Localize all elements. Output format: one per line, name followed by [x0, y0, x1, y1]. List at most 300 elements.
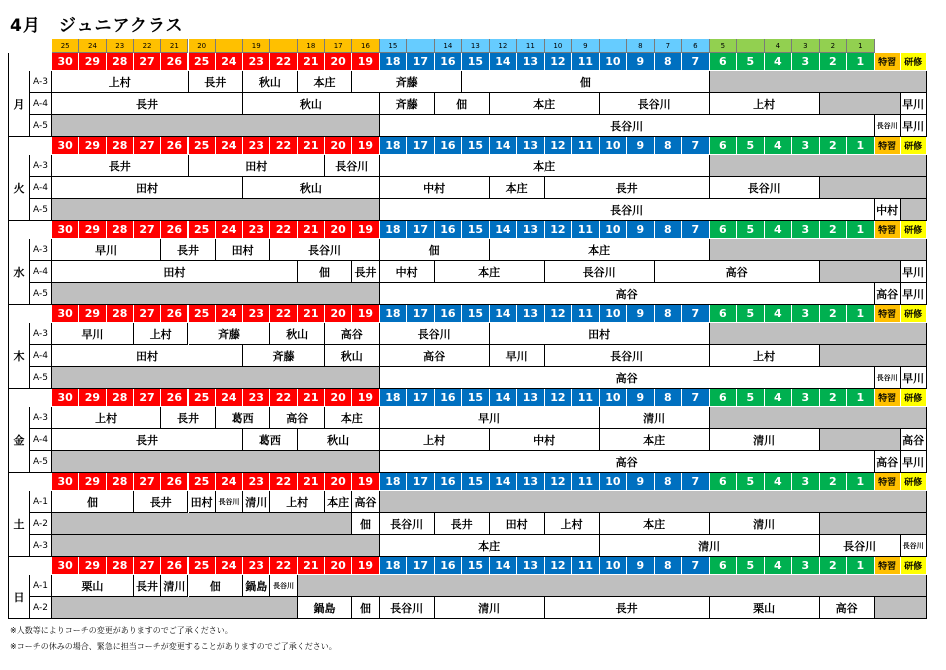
header-number-cell: 15	[462, 389, 490, 407]
coach-slot: 本庄	[600, 513, 710, 535]
header-number-cell: 10	[600, 389, 628, 407]
coach-slot: 田村	[52, 345, 243, 367]
header-number-cell: 4	[765, 557, 793, 575]
class-label: A-4	[30, 261, 52, 283]
header-top-cell: 7	[655, 39, 683, 53]
header-number-cell: 1	[847, 137, 875, 155]
coach-slot: 栗山	[710, 597, 820, 619]
empty-slot	[52, 199, 380, 221]
special-label-tokushu: 特習	[875, 53, 901, 71]
coach-slot: 長谷川	[380, 199, 875, 221]
class-label: A-4	[30, 429, 52, 451]
special-label-kenshu: 研修	[901, 221, 927, 239]
header-number-cell: 6	[710, 305, 738, 323]
header-number-cell: 3	[792, 221, 820, 239]
coach-slot: 本庄	[490, 239, 710, 261]
coach-slot: 長井	[52, 93, 243, 115]
header-number-cell: 15	[462, 305, 490, 323]
header-top-cell: 24	[79, 39, 106, 53]
header-number-cell: 23	[243, 557, 270, 575]
empty-slot	[298, 575, 927, 597]
header-number-cell: 28	[107, 305, 134, 323]
header-number-cell: 3	[792, 473, 820, 491]
header-number-cell: 17	[407, 557, 435, 575]
coach-slot: 清川	[710, 513, 820, 535]
header-number-cell: 10	[600, 53, 628, 71]
coach-slot: 上村	[52, 71, 189, 93]
header-number-cell: 9	[627, 389, 655, 407]
empty-slot	[52, 283, 380, 305]
coach-slot: 佃	[352, 597, 379, 619]
header-number-cell: 12	[545, 389, 573, 407]
header-number-cell: 21	[298, 53, 325, 71]
header-number-cell: 13	[517, 137, 545, 155]
coach-slot: 斉藤	[189, 323, 271, 345]
header-number-cell: 28	[107, 557, 134, 575]
coach-slot: 高谷	[380, 451, 875, 473]
empty-slot	[820, 93, 901, 115]
coach-slot: 上村	[134, 323, 189, 345]
header-number-cell: 25	[189, 221, 216, 239]
header-number-cell: 17	[407, 473, 435, 491]
coach-slot: 高谷	[875, 283, 901, 305]
header-number-cell: 11	[572, 53, 600, 71]
header-number-cell: 2	[820, 473, 848, 491]
coach-slot: 佃	[52, 491, 134, 513]
header-top-cell: 25	[52, 39, 79, 53]
coach-slot: 佃	[352, 513, 379, 535]
header-number-cell: 19	[352, 53, 379, 71]
coach-slot: 上村	[52, 407, 161, 429]
header-number-cell: 2	[820, 389, 848, 407]
coach-slot: 長谷川	[710, 177, 820, 199]
coach-slot: 本庄	[325, 407, 380, 429]
coach-slot: 長谷川	[600, 93, 710, 115]
coach-slot: 上村	[380, 429, 490, 451]
header-number-cell: 20	[325, 557, 352, 575]
special-label-tokushu: 特習	[875, 389, 901, 407]
header-number-cell: 18	[380, 221, 408, 239]
header-number-cell: 20	[325, 53, 352, 71]
coach-slot: 早川	[380, 407, 600, 429]
header-number-cell: 27	[134, 305, 161, 323]
header-number-cell: 8	[655, 473, 683, 491]
header-number-cell: 9	[627, 473, 655, 491]
empty-slot	[820, 261, 901, 283]
coach-slot: 長谷川	[875, 115, 901, 137]
coach-slot: 田村	[490, 323, 710, 345]
header-top-cell: 12	[490, 39, 518, 53]
coach-slot: 高谷	[380, 283, 875, 305]
class-label: A-5	[30, 451, 52, 473]
header-number-cell: 6	[710, 557, 738, 575]
header-number-cell: 11	[572, 557, 600, 575]
coach-slot: 上村	[710, 93, 820, 115]
header-number-cell: 26	[161, 137, 188, 155]
day-label: 金	[8, 407, 30, 473]
coach-slot: 中村	[380, 261, 435, 283]
empty-slot	[52, 451, 380, 473]
header-number-cell: 11	[572, 305, 600, 323]
coach-slot: 田村	[490, 513, 545, 535]
coach-slot: 佃	[189, 575, 244, 597]
coach-slot: 本庄	[435, 261, 545, 283]
header-top-cell: 18	[298, 39, 325, 53]
header-number-cell: 5	[737, 53, 765, 71]
header-number-cell: 9	[627, 557, 655, 575]
empty-slot	[380, 491, 927, 513]
coach-slot: 早川	[901, 283, 927, 305]
header-number-cell: 24	[216, 389, 243, 407]
special-label-kenshu: 研修	[901, 473, 927, 491]
header-number-cell: 3	[792, 305, 820, 323]
header-number-cell: 11	[572, 221, 600, 239]
header-top-cell: 4	[765, 39, 793, 53]
header-number-cell: 30	[52, 53, 79, 71]
header-top-cell: 10	[545, 39, 573, 53]
header-number-cell: 20	[325, 389, 352, 407]
coach-slot: 中村	[380, 177, 490, 199]
header-number-cell: 8	[655, 557, 683, 575]
class-label: A-1	[30, 491, 52, 513]
header-number-cell: 16	[435, 389, 463, 407]
header-number-cell: 22	[270, 305, 297, 323]
header-number-cell: 3	[792, 389, 820, 407]
coach-slot: 鍋島	[243, 575, 270, 597]
header-number-cell: 12	[545, 305, 573, 323]
header-number-cell: 28	[107, 473, 134, 491]
empty-slot	[710, 407, 927, 429]
special-label-kenshu: 研修	[901, 137, 927, 155]
day-label: 木	[8, 323, 30, 389]
header-number-cell: 25	[189, 473, 216, 491]
coach-slot: 長谷川	[380, 115, 875, 137]
header-number-cell: 3	[792, 137, 820, 155]
header-number-cell: 26	[161, 557, 188, 575]
special-label-tokushu: 特習	[875, 557, 901, 575]
page-title: 4月 ジュニアクラス	[10, 16, 184, 36]
header-number-cell: 22	[270, 389, 297, 407]
header-number-cell: 23	[243, 221, 270, 239]
header-number-cell: 19	[352, 389, 379, 407]
coach-slot: 上村	[270, 491, 325, 513]
coach-slot: 長井	[189, 71, 244, 93]
header-number-cell: 21	[298, 389, 325, 407]
header-number-cell: 21	[298, 557, 325, 575]
header-number-cell: 6	[710, 137, 738, 155]
header-top-cell: 22	[134, 39, 161, 53]
header-top-cell: 15	[380, 39, 408, 53]
header-number-cell: 26	[161, 305, 188, 323]
class-label: A-3	[30, 155, 52, 177]
header-number-cell: 29	[79, 557, 106, 575]
coach-slot: 長井	[134, 575, 161, 597]
header-number-cell: 27	[134, 221, 161, 239]
header-number-cell: 15	[462, 221, 490, 239]
header-top-cell	[407, 39, 435, 53]
header-number-cell: 24	[216, 221, 243, 239]
header-number-cell: 9	[627, 137, 655, 155]
header-number-cell: 7	[682, 557, 710, 575]
header-top-cell: 8	[627, 39, 655, 53]
coach-slot: 長井	[161, 407, 216, 429]
day-label: 土	[8, 491, 30, 557]
class-label: A-4	[30, 345, 52, 367]
header-top-cell: 11	[517, 39, 545, 53]
coach-slot: 田村	[52, 177, 243, 199]
header-number-cell: 24	[216, 137, 243, 155]
header-number-cell: 7	[682, 473, 710, 491]
coach-slot: 長谷川	[380, 513, 435, 535]
header-number-cell: 28	[107, 137, 134, 155]
header-number-cell: 10	[600, 305, 628, 323]
special-label-kenshu: 研修	[901, 53, 927, 71]
header-number-cell: 9	[627, 305, 655, 323]
header-number-cell: 16	[435, 221, 463, 239]
header-number-cell: 6	[710, 389, 738, 407]
header-number-cell: 8	[655, 137, 683, 155]
class-label: A-3	[30, 323, 52, 345]
coach-slot: 早川	[901, 93, 927, 115]
coach-slot: 長谷川	[216, 491, 243, 513]
coach-slot: 葛西	[216, 407, 271, 429]
empty-slot	[710, 155, 927, 177]
header-number-cell: 14	[490, 473, 518, 491]
header-number-cell: 14	[490, 137, 518, 155]
coach-slot: 斉藤	[380, 93, 435, 115]
header-number-cell: 4	[765, 221, 793, 239]
coach-slot: 本庄	[380, 535, 600, 557]
empty-slot	[820, 345, 927, 367]
header-top-cell: 21	[161, 39, 188, 53]
header-top-cell: 19	[243, 39, 270, 53]
header-number-cell: 6	[710, 473, 738, 491]
header-number-cell: 8	[655, 221, 683, 239]
header-number-cell: 13	[517, 221, 545, 239]
header-number-cell: 29	[79, 305, 106, 323]
coach-slot: 上村	[710, 345, 820, 367]
header-number-cell: 4	[765, 305, 793, 323]
coach-slot: 佃	[462, 71, 710, 93]
header-top-cell	[737, 39, 765, 53]
header-number-cell: 30	[52, 557, 79, 575]
empty-slot	[52, 597, 298, 619]
empty-slot	[710, 323, 927, 345]
empty-slot	[52, 535, 380, 557]
header-number-cell: 30	[52, 137, 79, 155]
empty-slot	[820, 513, 927, 535]
coach-slot: 上村	[545, 513, 600, 535]
header-number-cell: 15	[462, 473, 490, 491]
coach-slot: 高谷	[270, 407, 325, 429]
header-number-cell: 1	[847, 473, 875, 491]
header-number-cell: 11	[572, 137, 600, 155]
header-number-cell: 23	[243, 53, 270, 71]
header-number-cell: 1	[847, 557, 875, 575]
coach-slot: 早川	[901, 261, 927, 283]
header-top-cell: 14	[435, 39, 463, 53]
header-top-cell: 17	[325, 39, 352, 53]
special-label-kenshu: 研修	[901, 557, 927, 575]
header-number-cell: 26	[161, 473, 188, 491]
header-number-cell: 17	[407, 53, 435, 71]
header-number-cell: 16	[435, 137, 463, 155]
header-number-cell: 20	[325, 221, 352, 239]
coach-slot: 清川	[161, 575, 188, 597]
class-label: A-3	[30, 239, 52, 261]
header-number-cell: 26	[161, 53, 188, 71]
coach-slot: 秋山	[243, 177, 380, 199]
coach-slot: 佃	[380, 239, 490, 261]
header-number-cell: 25	[189, 389, 216, 407]
class-label: A-5	[30, 199, 52, 221]
header-number-cell: 29	[79, 137, 106, 155]
header-number-cell: 27	[134, 137, 161, 155]
header-number-cell: 19	[352, 557, 379, 575]
coach-slot: 高谷	[820, 597, 875, 619]
header-number-cell: 22	[270, 473, 297, 491]
header-number-cell: 24	[216, 557, 243, 575]
header-top-cell	[270, 39, 297, 53]
header-number-cell: 29	[79, 389, 106, 407]
coach-slot: 高谷	[875, 451, 901, 473]
header-number-cell: 30	[52, 473, 79, 491]
header-number-cell: 5	[737, 473, 765, 491]
header-number-cell: 12	[545, 137, 573, 155]
header-number-cell: 11	[572, 473, 600, 491]
special-label-tokushu: 特習	[875, 221, 901, 239]
header-number-cell: 25	[189, 557, 216, 575]
note-2: ※コーチの休みの場合、緊急に担当コーチが変更することがありますのでご了承ください。	[10, 642, 337, 651]
class-label: A-3	[30, 71, 52, 93]
header-number-cell: 18	[380, 557, 408, 575]
empty-slot	[710, 239, 927, 261]
header-number-cell: 1	[847, 53, 875, 71]
header-number-cell: 16	[435, 53, 463, 71]
coach-slot: 早川	[901, 451, 927, 473]
header-number-cell: 18	[380, 53, 408, 71]
header-number-cell: 2	[820, 557, 848, 575]
header-number-cell: 14	[490, 53, 518, 71]
header-number-cell: 14	[490, 557, 518, 575]
class-label: A-3	[30, 407, 52, 429]
header-number-cell: 25	[189, 137, 216, 155]
class-label: A-5	[30, 115, 52, 137]
grid-border	[8, 53, 9, 619]
header-number-cell: 7	[682, 53, 710, 71]
header-number-cell: 7	[682, 305, 710, 323]
coach-slot: 秋山	[270, 323, 325, 345]
header-number-cell: 21	[298, 137, 325, 155]
coach-slot: 長井	[352, 261, 379, 283]
coach-slot: 長井	[545, 177, 710, 199]
header-number-cell: 24	[216, 473, 243, 491]
header-number-cell: 17	[407, 389, 435, 407]
header-number-cell: 19	[352, 137, 379, 155]
header-number-cell: 25	[189, 53, 216, 71]
header-top-cell: 3	[792, 39, 820, 53]
empty-slot	[710, 71, 927, 93]
coach-slot: 高谷	[380, 367, 875, 389]
header-number-cell: 21	[298, 305, 325, 323]
header-number-cell: 2	[820, 137, 848, 155]
coach-slot: 早川	[52, 323, 134, 345]
header-number-cell: 20	[325, 137, 352, 155]
coach-slot: 田村	[216, 239, 271, 261]
header-number-cell: 4	[765, 473, 793, 491]
coach-slot: 高谷	[380, 345, 490, 367]
header-number-cell: 18	[380, 137, 408, 155]
header-number-cell: 5	[737, 389, 765, 407]
header-top-cell	[600, 39, 628, 53]
header-number-cell: 2	[820, 221, 848, 239]
header-top-cell: 5	[710, 39, 738, 53]
header-number-cell: 7	[682, 221, 710, 239]
coach-slot: 佃	[435, 93, 490, 115]
header-top-cell	[216, 39, 243, 53]
coach-slot: 田村	[189, 155, 326, 177]
day-label: 月	[8, 71, 30, 137]
header-number-cell: 13	[517, 389, 545, 407]
empty-slot	[52, 115, 380, 137]
special-label-tokushu: 特習	[875, 305, 901, 323]
coach-slot: 本庄	[298, 71, 353, 93]
coach-slot: 長谷川	[875, 367, 901, 389]
header-number-cell: 22	[270, 137, 297, 155]
special-label-tokushu: 特習	[875, 137, 901, 155]
coach-slot: 本庄	[490, 177, 545, 199]
header-number-cell: 9	[627, 221, 655, 239]
header-number-cell: 3	[792, 53, 820, 71]
class-label: A-4	[30, 177, 52, 199]
header-number-cell: 8	[655, 305, 683, 323]
header-number-cell: 16	[435, 473, 463, 491]
coach-slot: 早川	[901, 115, 927, 137]
coach-slot: 秋山	[243, 71, 298, 93]
header-number-cell: 5	[737, 137, 765, 155]
header-number-cell: 8	[655, 53, 683, 71]
header-number-cell: 14	[490, 305, 518, 323]
header-number-cell: 15	[462, 557, 490, 575]
empty-slot	[52, 367, 380, 389]
header-number-cell: 10	[600, 473, 628, 491]
coach-slot: 長井	[52, 155, 189, 177]
day-label: 火	[8, 155, 30, 221]
header-number-cell: 19	[352, 305, 379, 323]
class-label: A-3	[30, 535, 52, 557]
empty-slot	[820, 429, 901, 451]
header-number-cell: 28	[107, 389, 134, 407]
coach-slot: 本庄	[490, 93, 600, 115]
coach-slot: 長谷川	[901, 535, 927, 557]
header-top-cell: 13	[462, 39, 490, 53]
header-number-cell: 13	[517, 53, 545, 71]
header-number-cell: 29	[79, 53, 106, 71]
header-number-cell: 16	[435, 557, 463, 575]
header-number-cell: 28	[107, 221, 134, 239]
header-number-cell: 3	[792, 557, 820, 575]
coach-slot: 本庄	[380, 155, 710, 177]
header-number-cell: 12	[545, 221, 573, 239]
header-number-cell: 29	[79, 473, 106, 491]
header-number-cell: 17	[407, 305, 435, 323]
header-number-cell: 13	[517, 557, 545, 575]
coach-slot: 長谷川	[820, 535, 901, 557]
header-number-cell: 4	[765, 53, 793, 71]
header-number-cell: 27	[134, 53, 161, 71]
header-number-cell: 21	[298, 221, 325, 239]
header-number-cell: 29	[79, 221, 106, 239]
